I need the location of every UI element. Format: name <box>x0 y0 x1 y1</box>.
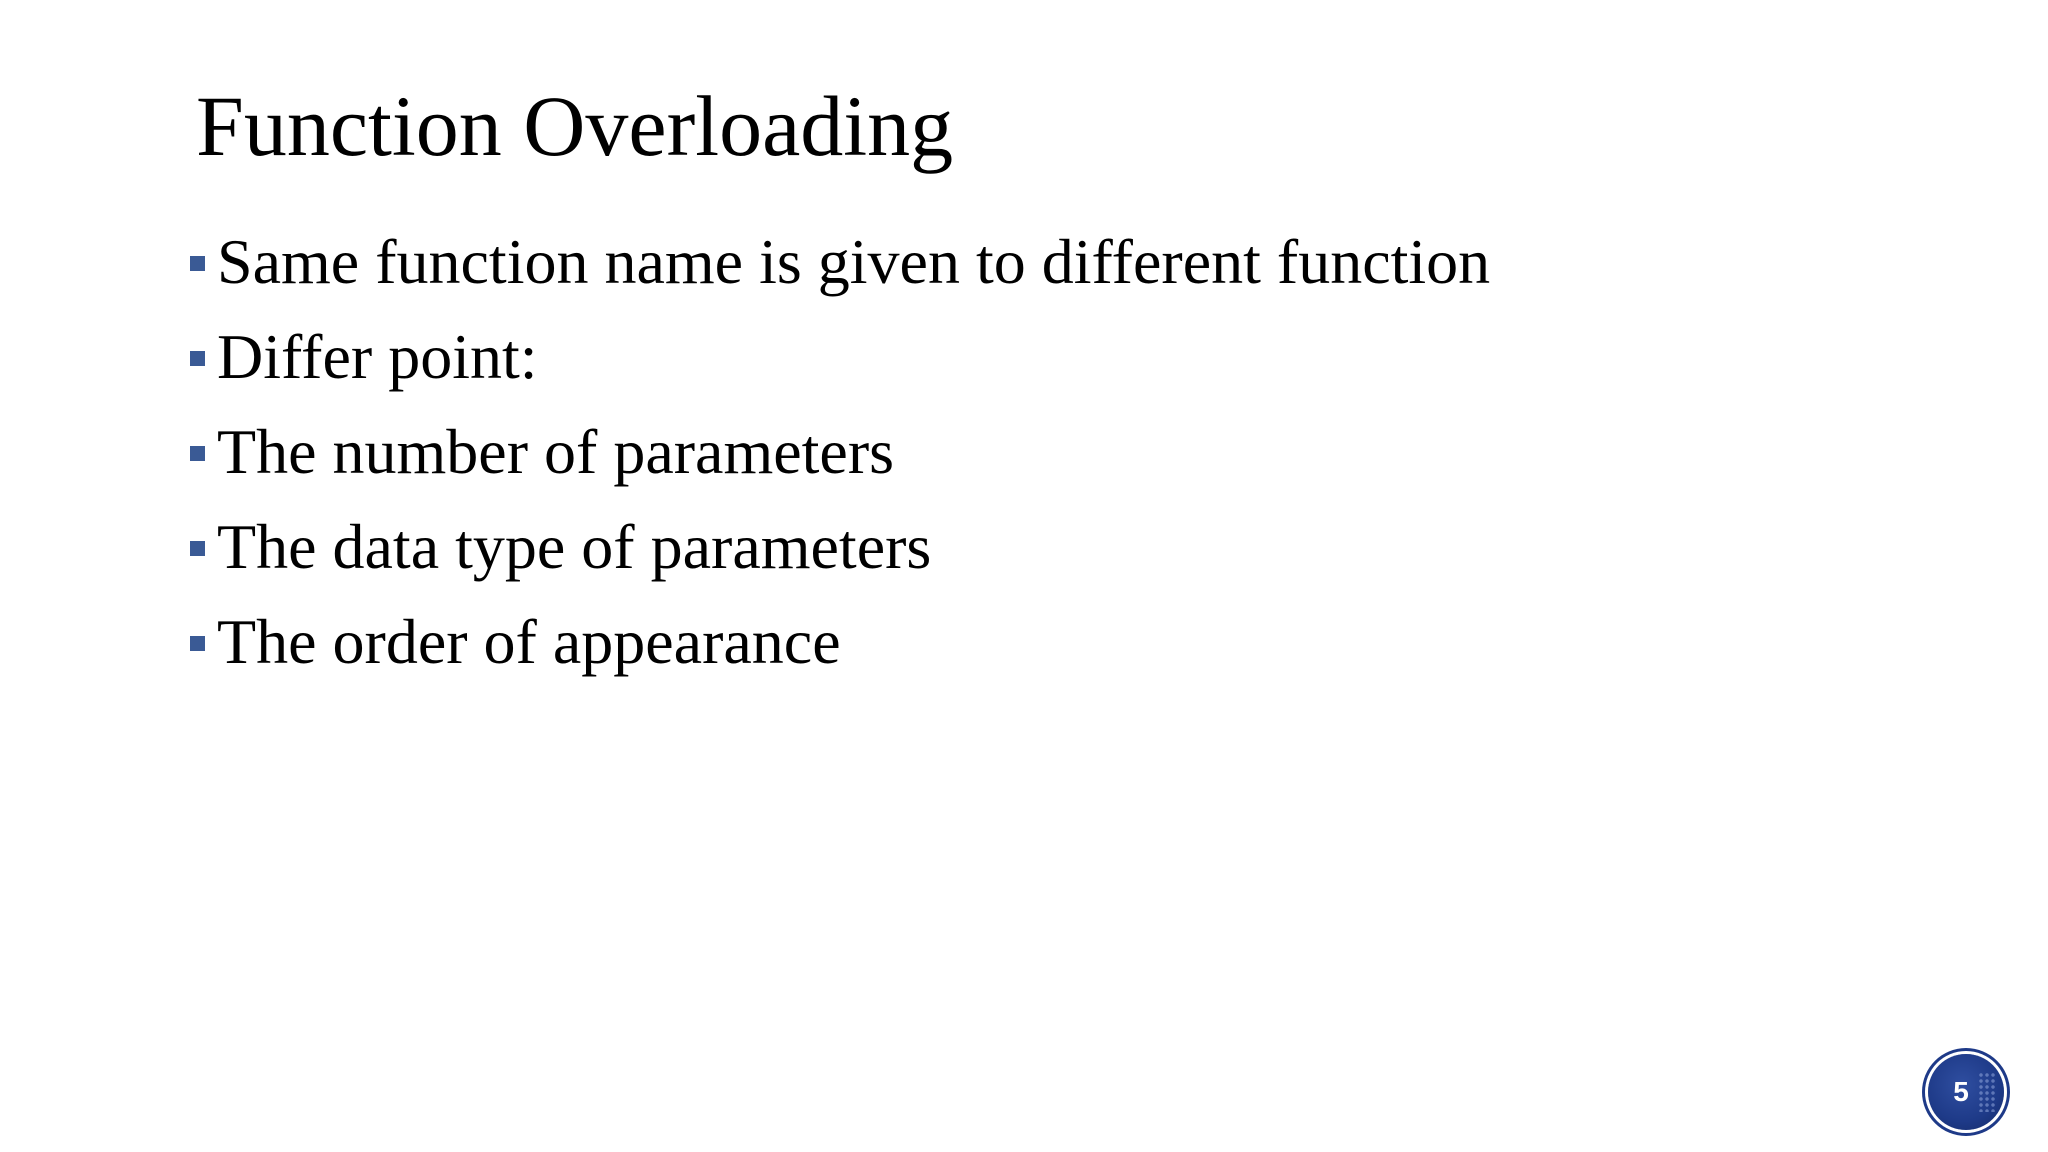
list-item <box>190 404 1490 499</box>
bullet-text: The data type of parameters <box>217 510 932 582</box>
bullet-text: The order of appearance <box>217 605 841 677</box>
square-bullet-icon <box>190 256 205 271</box>
square-bullet-icon <box>190 541 205 556</box>
square-bullet-icon <box>190 351 205 366</box>
square-bullet-icon <box>190 446 205 461</box>
list-item <box>190 214 1490 309</box>
list-item <box>190 499 1490 594</box>
slide-number: 5 <box>1953 1076 1969 1107</box>
list-item <box>190 309 1490 404</box>
square-bullet-icon <box>190 636 205 651</box>
bullet-list <box>190 214 1490 689</box>
badge-pattern-icon <box>1978 1072 1996 1112</box>
slide-number-badge <box>1928 1054 2004 1130</box>
list-item <box>190 594 1490 689</box>
slide-title: Function Overloading <box>196 78 954 174</box>
bullet-text: Differ point: <box>217 320 538 392</box>
bullet-text: The number of parameters <box>217 415 895 487</box>
bullet-text: Same function name is given to different function <box>217 225 1491 297</box>
